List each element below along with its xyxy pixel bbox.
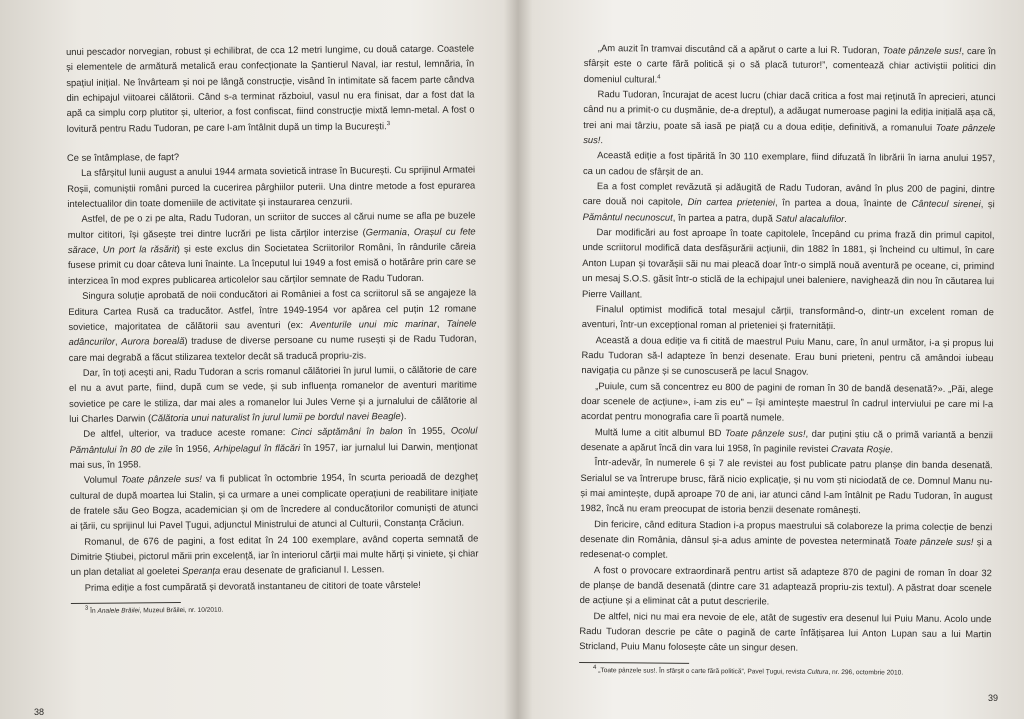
page-number: 39 (987, 693, 998, 703)
paragraph: Dar modificări au fost aproape în toate capitolele, începând cu prima frază din primul capitol, unde scriitorul modifică data desfășurării acțiunii, din 1882 în 1881, și încheind cu ultimul, în care Anton Lupan și tovarășii săi nu mai pleacă doar într-o simplă nouă aventură pe oceane, ci, primind un mesaj S.O.S. găsit într-o sticlă de la echipajul unei baleniere, navighează din nou în căutarea lui Pierre Vaillant. (581, 226, 995, 299)
paragraph: De altfel, nici nu mai era nevoie de ele, atât de sugestiv era desenul lui Puiu Manu. Acolo unde Radu Tudoran descrie pe câte o pagină de carte înfățișarea lui Anton Lupan sau a lui Martin Stricland, Puiu Manu folosește câte un singur desen. (579, 609, 992, 654)
paragraph: unui pescador norvegian, robust și echilibrat, de cca 12 metri lungime, cu două catarge. Coastele și elementele de armătură metalică erau confecționate la Șantierul Naval, iar restul, lemnăria, în spațiul inițial. Ne învârteam și noi pe lângă construcție, visând în intimitate să facem parte cândva din echipajul viitoarei călătorii. Când s-a terminat războiul, vasul nu era finisat, dar a fost dat la apă ca simplu corp plutitor și, ulterior, a fost confiscat, fiind construcție mixtă lemn-metal. A fost o lovitură pentru Radu Tudoran, pe care l-am întâlnit după un timp la București.$^3$ (66, 42, 475, 134)
footnote-rule (71, 602, 181, 604)
paragraph: Această ediție a fost tipărită în 30 110 exemplare, fiind difuzată în librării în iarna anului 1957, ca un cadou de sfârșit de an. (582, 149, 996, 177)
paragraph: Prima ediție a fost cumpărată și devorată instantaneu de cititori de toate vârstele! (84, 578, 421, 593)
paragraph: Dar, în toți acești ani, Radu Tudoran a scris romanul călătoriei în jurul lumii, o călătorie de care el nu a avut parte, fiind, după cum se vede, și sub influența romanelor de aventuri maritime sovietice pe care le stiliza, dar mai ales a romanelor lui Jules Verne și a jurnalului de călătorie al lui Charles Darwin (Călătoria unui naturalist în jurul lumii pe bordul navei Beagle). (68, 363, 478, 424)
left-page-text (66, 40, 479, 616)
right-page (512, 0, 1024, 719)
right-page-body (579, 40, 996, 657)
paragraph: Această a doua ediție va fi citită de maestrul Puiu Manu, care, în anul următor, i-a și propus lui Radu Tudoran să-l adapteze în benzi desenate. Erau buni prieteni, pentru că amândoi iubeau navigația cu pânze și se cunoscuseră pe lacul Snagov. (581, 333, 994, 377)
paragraph: A fost o provocare extraordinară pentru artist să adapteze 870 de pagini de roman în doar 32 de planșe de bandă desenată (dintre care 31 adaptează propriu-zis textul). A păstrat doar scenele de acțiune și a eliminat cât a putut descrierile. (579, 563, 992, 607)
left-page-body (66, 40, 479, 595)
right-page-text (579, 40, 996, 678)
paragraph: Volumul Toate pânzele sus! va fi publicat în octombrie 1954, în scurta perioadă de dezgheț cultural de după moartea lui Stalin, și ca urmare a unei complicate operațiuni de reabilitare inițiate de fratele său Geo Bogza, academician și om de încredere al conducătorilor comuniști de atunci ai țării, cu sprijinul lui Pavel Țugui, adjunctul Ministrului de atunci al Culturii, Constanța Crăciun. (69, 470, 479, 532)
paragraph: Romanul, de 676 de pagini, a fost editat în 24 100 exemplare, având coperta semnată de Dimitrie Știubei, pictorul mării prin excelență, iar în interiorul cărții mai multe hărți și viniete, și chiar un plan detaliat al goeletei Speranța erau desenate de graficianul I. Lessen. (70, 532, 479, 578)
paragraph: Finalul optimist modifică total mesajul cărții, transformând-o, dintr-un excelent roman de aventuri, într-un excepțional roman al prieteniei și fraternității. (581, 302, 994, 332)
paragraph: Ea a fost complet revăzută și adăugită de Radu Tudoran, având în plus 200 de pagini, dintre care două noi capitole, Din cartea prieteniei, în partea a doua, înainte de Cântecul sirenei, și Pământul necunoscut, în partea a patra, după Satul alacalufilor. (582, 180, 995, 224)
footnote: $^4$ „Toate pânzele sus!. În sfârșit o carte fără politică”, Pavel Țugui, revista Cultura, nr. 296, octombrie 2010. (593, 664, 904, 677)
paragraph: Radu Tudoran, încurajat de acest lucru (chiar dacă critica a fost mai reținută în aprecieri, atunci când nu a primit-o cu dușmănie, de-a dreptul), a adăugat numeroase pagini la ediția inițială așa că, trei ani mai târziu, poate să iasă pe piață cu a doua ediție, definitivă, a romanului Toate pânzele sus!. (583, 88, 996, 146)
footnote-rule (579, 662, 689, 664)
paragraph: Astfel, de pe o zi pe alta, Radu Tudoran, un scriitor de succes al cărui nume se afla pe buzele multor cititori, își găsește trei dintre lucrări pe lista cărților interzise (Germania, Orașul cu fete sărace, Un port la răsărit) și este exclus din Societatea Scriitorilor Români, în rândurile căreia fusese primit cu doar câteva luni înainte. La începutul lui 1949 a fost emisă o hotărâre prin care se interzicea în mod expres publicarea articolelor sau cărților semnate de Radu Tudoran. (67, 209, 476, 286)
footnote: $^3$ În Analele Brăilei, Muzeul Brăilei, nr. 10/2010. (84, 605, 224, 615)
paragraph: Multă lume a citit albumul BD Toate pânzele sus!, dar puțini știu că o primă variantă a benzii desenate a apărut încă din vara lui 1958, în paginile revistei Cravata Roșie. (580, 425, 993, 455)
paragraph: Singura soluție aprobată de noii conducători ai României a fost ca scriitorul să se angajeze la Editura Cartea Rusă ca traducător. Astfel, între 1949-1954 vor apărea cel puțin 12 romane sovietice, majoritatea de călătorii sau aventuri (ex: Aventurile unui mic marinar, Tainele adâncurilor, Aurora boreală) traduse de diverse persoane cu nume rusești și de Radu Tudoran, care mai degrabă a făcut stilizarea textelor decât să traducă propriu-zis. (68, 286, 477, 363)
paragraph: Într-adevăr, în numerele 6 și 7 ale revistei au fost publicate patru planșe din banda desenată. Serialul se va întrerupe brusc, fără nicio explicație, și nu vom ști niciodată de ce. Domnul Manu nu-și mai amintește, după aproape 70 de ani, iar atunci când l-am întâlnit pe Radu Tudoran, în august 1982, încă nu eram preocupat de istoria benzii desenate românești. (580, 456, 993, 516)
paragraph: Din fericire, când editura Stadion i-a propus maestrului să colaboreze la prima colecție de benzi desenate din România, dânsul și-a adus aminte de povestea neterminată Toate pânzele sus! și a redesenat-o complet. (579, 517, 993, 561)
paragraph: „Puiule, cum să concentrez eu 800 de pagini de roman în 30 de bandă desenată?». „Păi, alege doar scenele de acțiune», i-am zis eu” – își amintește maestrul în cadrul interviului pe care mi l-a acordat pentru monografia care îi poartă numele. (581, 379, 994, 423)
paragraph: Ce se întâmplase, de fapt? (66, 151, 180, 164)
paragraph: La sfârșitul lunii august a anului 1944 armata sovietică intrase în București. Cu sprijinul Armatei Roșii, comuniștii români purced la cucerirea pârghiilor puterii. Una dintre metode a fost epurarea intelectualilor din toate domeniile de activitate și instaurarea cenzurii. (67, 163, 476, 210)
page-number: 38 (34, 707, 45, 717)
paragraph: De altfel, ulterior, va traduce aceste romane: Cinci săptămâni în balon în 1955, Ocolul Pământului în 80 de zile în 1956, Arhipelagul în flăcări în 1957, iar jurnalul lui Darwin, menționat mai sus, în 1958. (69, 424, 478, 470)
paragraph: „Am auzit în tramvai discutând că a apărut o carte a lui R. Tudoran, Toate pânzele sus!, care în sfârșit este o carte fără politică și o să placă tuturor!”, comentează chiar activiștii politici din domeniul cultural.$^4$ (583, 42, 996, 85)
